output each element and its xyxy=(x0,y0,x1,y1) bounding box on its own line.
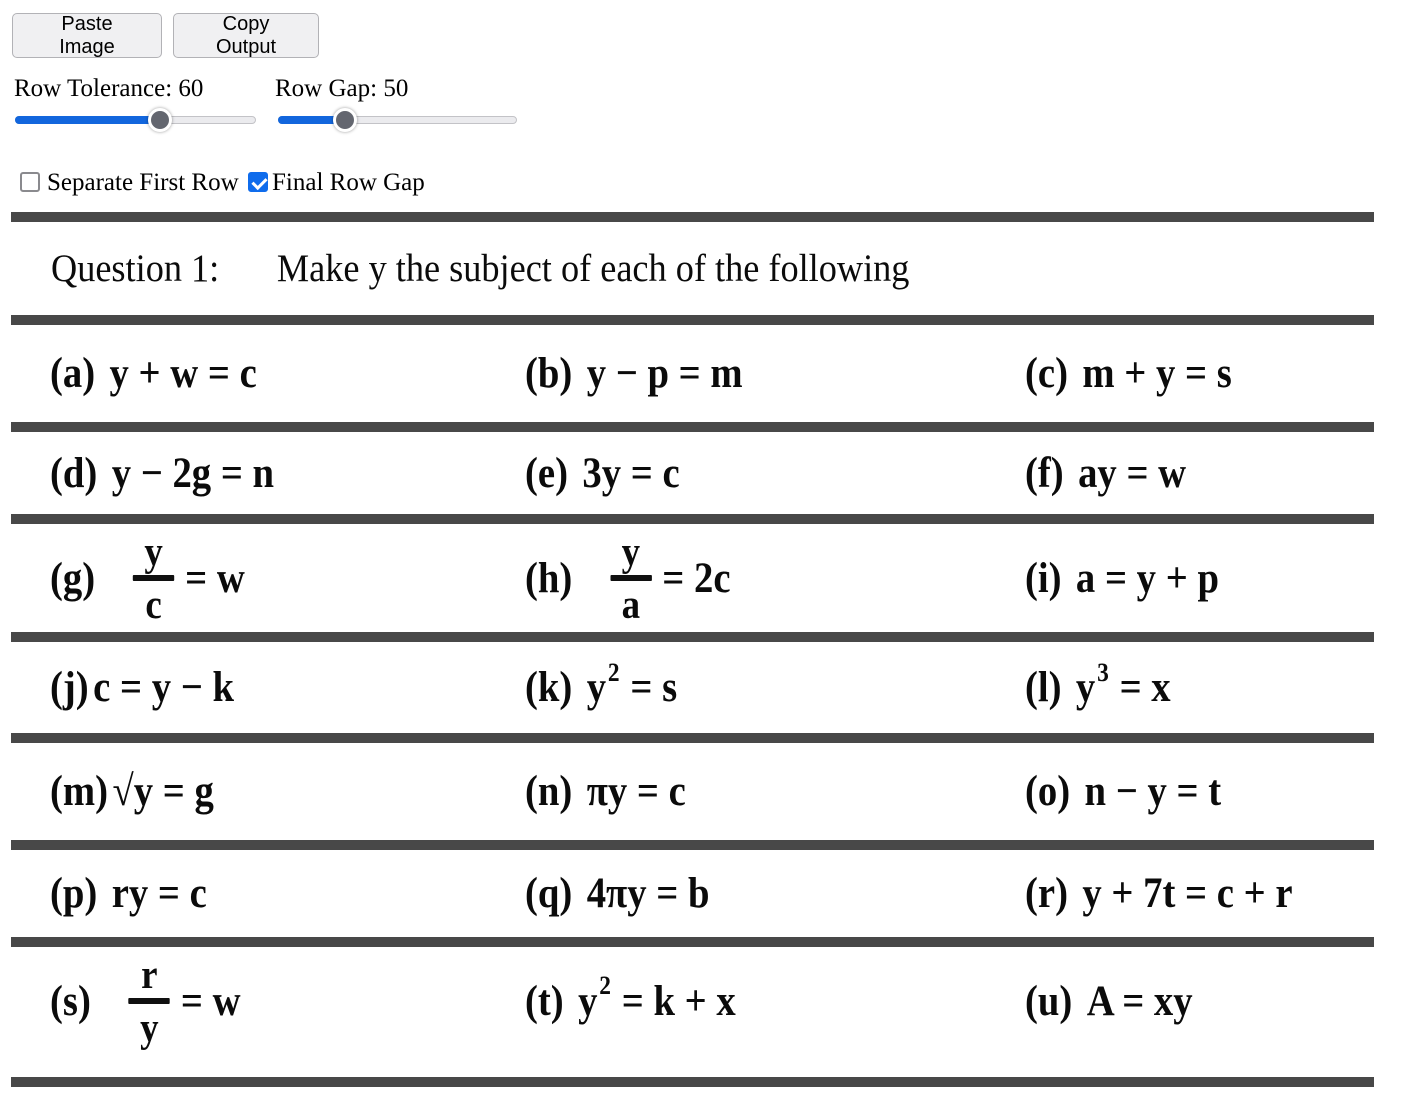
fraction xyxy=(610,528,651,627)
equation-o xyxy=(1025,767,1374,816)
equation-s-label: (s) xyxy=(50,977,91,1025)
equation-n-label: (n) xyxy=(525,768,573,815)
equation-d xyxy=(11,449,525,498)
worksheet-row-jkl xyxy=(11,642,1374,733)
fraction-numerator: y xyxy=(144,528,163,574)
worksheet-row-stu xyxy=(11,947,1374,1077)
question-number: Question 1: xyxy=(51,247,220,290)
separate-first-row-checkbox[interactable] xyxy=(20,172,40,192)
equation-q-expr: 4πy = b xyxy=(586,870,710,917)
equation-i-expr: a = y + p xyxy=(1075,554,1219,602)
equation-t-exponent: 2 xyxy=(599,971,611,1000)
equation-k xyxy=(525,657,1025,712)
equation-g-label: (g) xyxy=(50,554,96,602)
row-divider xyxy=(11,733,1374,743)
equation-l-exponent: 3 xyxy=(1097,657,1109,687)
equation-c xyxy=(1025,349,1374,398)
equation-o-label: (o) xyxy=(1025,768,1071,815)
equation-p-expr: ry = c xyxy=(111,870,207,917)
row-gap-slider[interactable] xyxy=(278,107,517,133)
fraction xyxy=(129,951,170,1050)
equation-j-expr: c = y − k xyxy=(93,664,235,711)
equation-f-label: (f) xyxy=(1025,449,1064,497)
equation-d-label: (d) xyxy=(50,449,98,497)
row-divider xyxy=(11,422,1374,432)
equation-p-label: (p) xyxy=(50,870,98,917)
equation-j xyxy=(11,663,525,712)
fraction xyxy=(133,528,174,627)
equation-s xyxy=(11,951,525,1050)
equation-c-expr: m + y = s xyxy=(1082,350,1232,397)
equation-k-exponent: 2 xyxy=(607,657,620,687)
fraction-numerator: y xyxy=(621,528,641,574)
equation-g xyxy=(11,528,525,627)
worksheet-title-row xyxy=(11,222,1374,315)
equation-h xyxy=(525,528,1025,627)
worksheet-row-pqr xyxy=(11,850,1374,937)
equation-h-label: (h) xyxy=(525,554,573,602)
equation-t-label: (t) xyxy=(525,977,564,1025)
row-divider xyxy=(11,315,1374,325)
equation-d-expr: y − 2g = n xyxy=(111,449,275,497)
equation-f xyxy=(1025,449,1374,498)
fraction-denominator: c xyxy=(145,581,162,627)
equation-j-label: (j) xyxy=(50,664,89,711)
row-gap-label: Row Gap: 50 xyxy=(275,75,409,102)
equation-a xyxy=(11,349,525,398)
worksheet-row-mno xyxy=(11,743,1374,840)
worksheet-row-def xyxy=(11,432,1374,514)
equation-e-expr: 3y = c xyxy=(582,449,680,497)
equation-b-label: (b) xyxy=(525,350,573,397)
final-row-gap-label: Final Row Gap xyxy=(272,169,425,196)
equation-c-label: (c) xyxy=(1025,350,1068,397)
equation-t-base: y xyxy=(578,977,598,1025)
equation-k-label: (k) xyxy=(525,664,573,711)
slider-thumb[interactable] xyxy=(148,108,172,132)
equation-p xyxy=(11,869,525,918)
equation-m-expr: √y = g xyxy=(112,768,214,815)
fraction-denominator: a xyxy=(621,581,641,627)
question-text: Make y the subject of each of the following xyxy=(276,247,910,290)
slider-fill xyxy=(15,116,160,124)
equation-i xyxy=(1025,554,1374,603)
equation-b xyxy=(525,349,1025,398)
equation-n xyxy=(525,767,1025,816)
equation-m xyxy=(11,767,525,816)
equation-o-expr: n − y = t xyxy=(1084,768,1222,815)
equation-l-base: y xyxy=(1075,664,1096,711)
equation-u xyxy=(1025,977,1374,1026)
equation-q xyxy=(525,869,1025,918)
row-divider xyxy=(11,840,1374,850)
equation-l-label: (l) xyxy=(1025,664,1062,711)
row-tolerance-slider[interactable] xyxy=(15,107,256,133)
equation-u-label: (u) xyxy=(1025,977,1073,1025)
equation-k-rhs: = s xyxy=(630,664,678,711)
equation-u-expr: A = xy xyxy=(1086,977,1193,1025)
separate-first-row-label: Separate First Row xyxy=(47,169,239,196)
equation-l xyxy=(1025,657,1374,712)
row-divider xyxy=(11,632,1374,642)
equation-f-expr: ay = w xyxy=(1078,449,1187,497)
worksheet-preview xyxy=(11,212,1374,1087)
row-divider xyxy=(11,1077,1374,1087)
equation-m-label: (m) xyxy=(50,768,109,815)
worksheet-row-ghi xyxy=(11,524,1374,632)
equation-t-rhs: = k + x xyxy=(621,977,736,1025)
equation-e-label: (e) xyxy=(525,449,568,497)
equation-l-rhs: = x xyxy=(1119,664,1171,711)
equation-r-expr: y + 7t = c + r xyxy=(1082,870,1293,917)
row-tolerance-label: Row Tolerance: 60 xyxy=(14,75,204,102)
slider-thumb[interactable] xyxy=(333,108,357,132)
equation-q-label: (q) xyxy=(525,870,573,917)
fraction-denominator: y xyxy=(140,1004,159,1050)
equation-e xyxy=(525,449,1025,498)
row-divider xyxy=(11,514,1374,524)
equation-h-rhs: = 2c xyxy=(662,554,731,602)
equation-i-label: (i) xyxy=(1025,554,1062,602)
equation-a-expr: y + w = c xyxy=(109,350,257,397)
fraction-numerator: r xyxy=(141,951,158,997)
equation-a-label: (a) xyxy=(50,350,96,397)
equation-g-rhs: = w xyxy=(185,554,245,602)
copy-output-button[interactable]: Copy Output xyxy=(173,13,319,58)
final-row-gap-checkbox[interactable] xyxy=(248,172,268,192)
equation-s-rhs: = w xyxy=(180,977,241,1025)
equation-r-label: (r) xyxy=(1025,870,1068,917)
equation-k-base: y xyxy=(586,664,607,711)
equation-n-expr: πy = c xyxy=(586,768,686,815)
row-divider xyxy=(11,937,1374,947)
equation-b-expr: y − p = m xyxy=(586,350,743,397)
equation-r xyxy=(1025,869,1374,918)
equation-t xyxy=(525,971,1025,1026)
row-divider xyxy=(11,212,1374,222)
paste-image-button[interactable]: Paste Image xyxy=(12,13,162,58)
worksheet-row-abc xyxy=(11,325,1374,422)
